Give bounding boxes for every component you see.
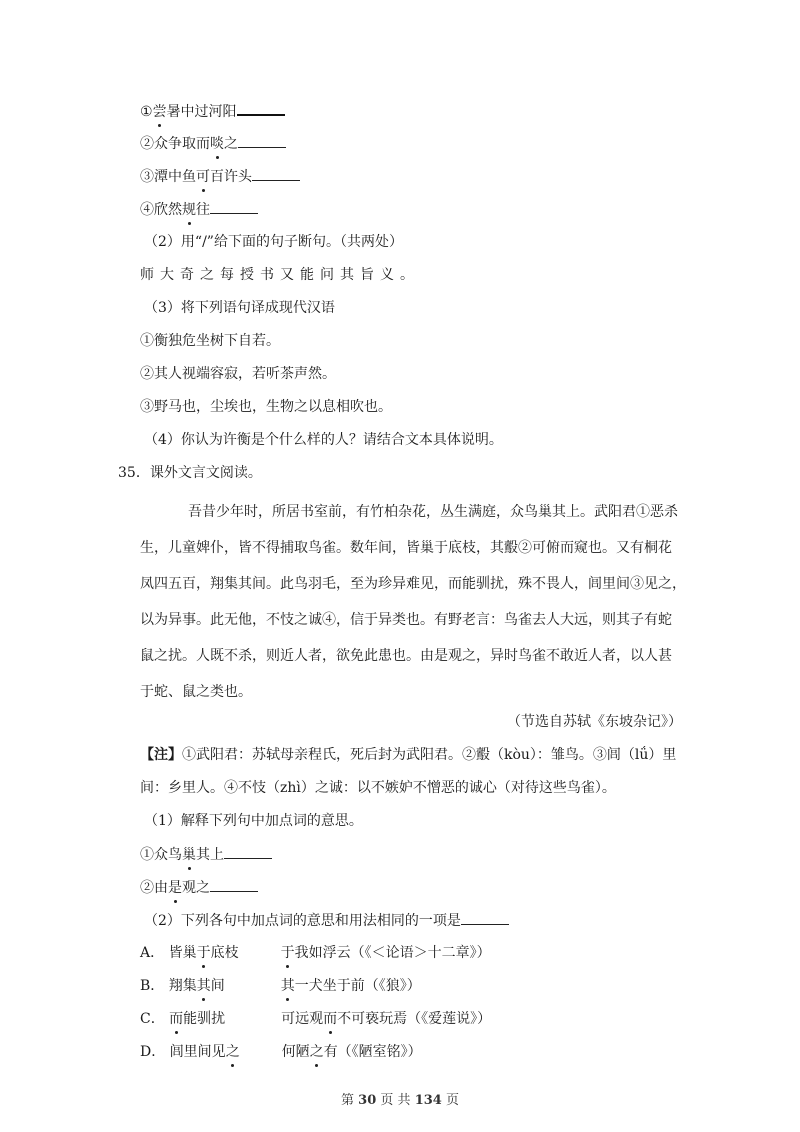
answer-blank[interactable] bbox=[252, 166, 300, 181]
notes-line-2: 间：乡里人。④不忮（zhì）之诚：以不嫉妒不憎恶的诚心（对待这些鸟雀）。 bbox=[140, 780, 616, 796]
answer-blank[interactable] bbox=[237, 100, 285, 116]
answer-blank[interactable] bbox=[461, 910, 509, 925]
passage-line-5: 鼠之扰。人既不杀，则近人者，欲免此患也。由是观之，异时鸟雀不敢近人者，以人甚 bbox=[140, 648, 672, 664]
option-letter: A． bbox=[140, 945, 165, 961]
item-prefix: ③潭中鱼 bbox=[140, 169, 196, 185]
q34-part3-label: （3）将下列语句译成现代汉语 bbox=[144, 300, 335, 316]
option-right: 何陋之有（《陋室铭》） bbox=[281, 1044, 422, 1060]
item-text: 暑中过河阳 bbox=[166, 104, 237, 120]
item-text: 百许头 bbox=[210, 169, 252, 185]
option-left: 皆巢于底枝 bbox=[168, 945, 239, 961]
answer-blank[interactable] bbox=[224, 844, 272, 859]
option-d[interactable] bbox=[140, 1042, 422, 1062]
answer-blank[interactable] bbox=[210, 877, 258, 892]
footer-prefix: 第 bbox=[341, 1093, 355, 1108]
q35-part1-item-2 bbox=[140, 877, 258, 898]
item-text: 观之 bbox=[182, 880, 210, 896]
option-b[interactable] bbox=[140, 976, 421, 996]
item-text: 之 bbox=[224, 136, 238, 152]
passage-source: （节选自苏轼《东坡杂记》） bbox=[507, 714, 682, 730]
option-left: 翔集其间 bbox=[168, 978, 225, 994]
item-prefix: ① bbox=[140, 104, 153, 120]
passage-line-2: 生，儿童婢仆，皆不得捕取鸟雀。数年间，皆巢于底枝，其鷇②可俯而窥也。又有桐花 bbox=[140, 540, 672, 556]
q35-heading: 35．课外文言文阅读。 bbox=[118, 465, 262, 481]
q34-item-4 bbox=[140, 199, 258, 220]
q35-part1-label: （1）解释下列句中加点词的意思。 bbox=[144, 813, 363, 829]
option-right: 于我如浮云（《＜论语＞十二章》） bbox=[280, 945, 491, 961]
passage-line-3: 凤四五百，翔集其间。此鸟羽毛，至为珍异难见，而能驯扰，殊不畏人，闾里间③见之， bbox=[140, 576, 686, 592]
item-prefix: ④欣然 bbox=[140, 202, 182, 218]
option-left: 闾里间见之 bbox=[169, 1044, 240, 1060]
q34-part2-label: （2）用“/”给下面的句子断句。（共两处） bbox=[144, 234, 403, 250]
option-letter: C． bbox=[140, 1011, 165, 1027]
q34-item-1 bbox=[140, 100, 285, 122]
q34-part2-sentence: 师大奇之每授书又能问其旨义。 bbox=[140, 267, 420, 283]
total-page-count: 134 bbox=[414, 1093, 442, 1108]
dotted-word: 巢 bbox=[182, 847, 196, 863]
notes-line-1 bbox=[140, 745, 676, 765]
passage-line-4: 以为异事。此无他，不忮之诚④，信于异类也。有野老言：鸟雀去人大远，则其子有蛇 bbox=[140, 612, 672, 628]
q35-part2-label-line bbox=[144, 910, 509, 931]
item-text: 往 bbox=[196, 202, 210, 218]
dotted-word: 啖 bbox=[210, 136, 224, 152]
passage-line-6: 于蛇、鼠之类也。 bbox=[140, 684, 252, 700]
note-text: ①武阳君：苏轼母亲程氏，死后封为武阳君。②鷇（kòu）：雏鸟。③闾（lǘ）里 bbox=[182, 747, 677, 763]
passage-line-1: 吾昔少年时，所居书室前，有竹柏杂花，丛生满庭，众鸟巢其上。武阳君①恶杀 bbox=[188, 504, 678, 520]
q34-item-3 bbox=[140, 166, 300, 187]
option-right: 其一犬坐于前（《狼》） bbox=[280, 978, 421, 994]
answer-blank[interactable] bbox=[210, 199, 258, 214]
page-footer bbox=[0, 1091, 800, 1111]
item-prefix: ②由 bbox=[140, 880, 168, 896]
q35-part2-label: （2）下列各句中加点词的意思和用法相同的一项是 bbox=[144, 913, 461, 929]
current-page-number: 30 bbox=[358, 1093, 377, 1108]
dotted-word: 规 bbox=[182, 202, 196, 218]
answer-blank[interactable] bbox=[238, 133, 286, 148]
item-prefix: ①众鸟 bbox=[140, 847, 182, 863]
note-label: 【注】 bbox=[140, 747, 182, 763]
q34-item-2 bbox=[140, 133, 286, 154]
option-letter: D． bbox=[140, 1044, 166, 1060]
footer-middle: 页 共 bbox=[380, 1093, 411, 1108]
item-prefix: ②众争取而 bbox=[140, 136, 210, 152]
item-text: 其上 bbox=[196, 847, 224, 863]
q34-part4-label: （4）你认为许衡是个什么样的人？请结合文本具体说明。 bbox=[144, 432, 503, 448]
q34-part3-item-1: ①衡独危坐树下自若。 bbox=[140, 333, 280, 349]
option-right: 可远观而不可亵玩焉（《爱莲说》） bbox=[281, 1011, 492, 1027]
option-letter: B． bbox=[140, 978, 165, 994]
option-c[interactable] bbox=[140, 1009, 491, 1029]
option-a[interactable] bbox=[140, 943, 491, 963]
dotted-word: 尝 bbox=[152, 104, 167, 120]
footer-suffix: 页 bbox=[445, 1093, 459, 1108]
q35-part1-item-1 bbox=[140, 844, 272, 865]
dotted-word: 可 bbox=[196, 169, 210, 185]
q34-part3-item-2: ②其人视端容寂，若听茶声然。 bbox=[140, 366, 336, 382]
option-left: 而能驯扰 bbox=[169, 1011, 226, 1027]
dotted-word: 是 bbox=[168, 880, 182, 896]
q34-part3-item-3: ③野马也，尘埃也，生物之以息相吹也。 bbox=[140, 399, 392, 415]
